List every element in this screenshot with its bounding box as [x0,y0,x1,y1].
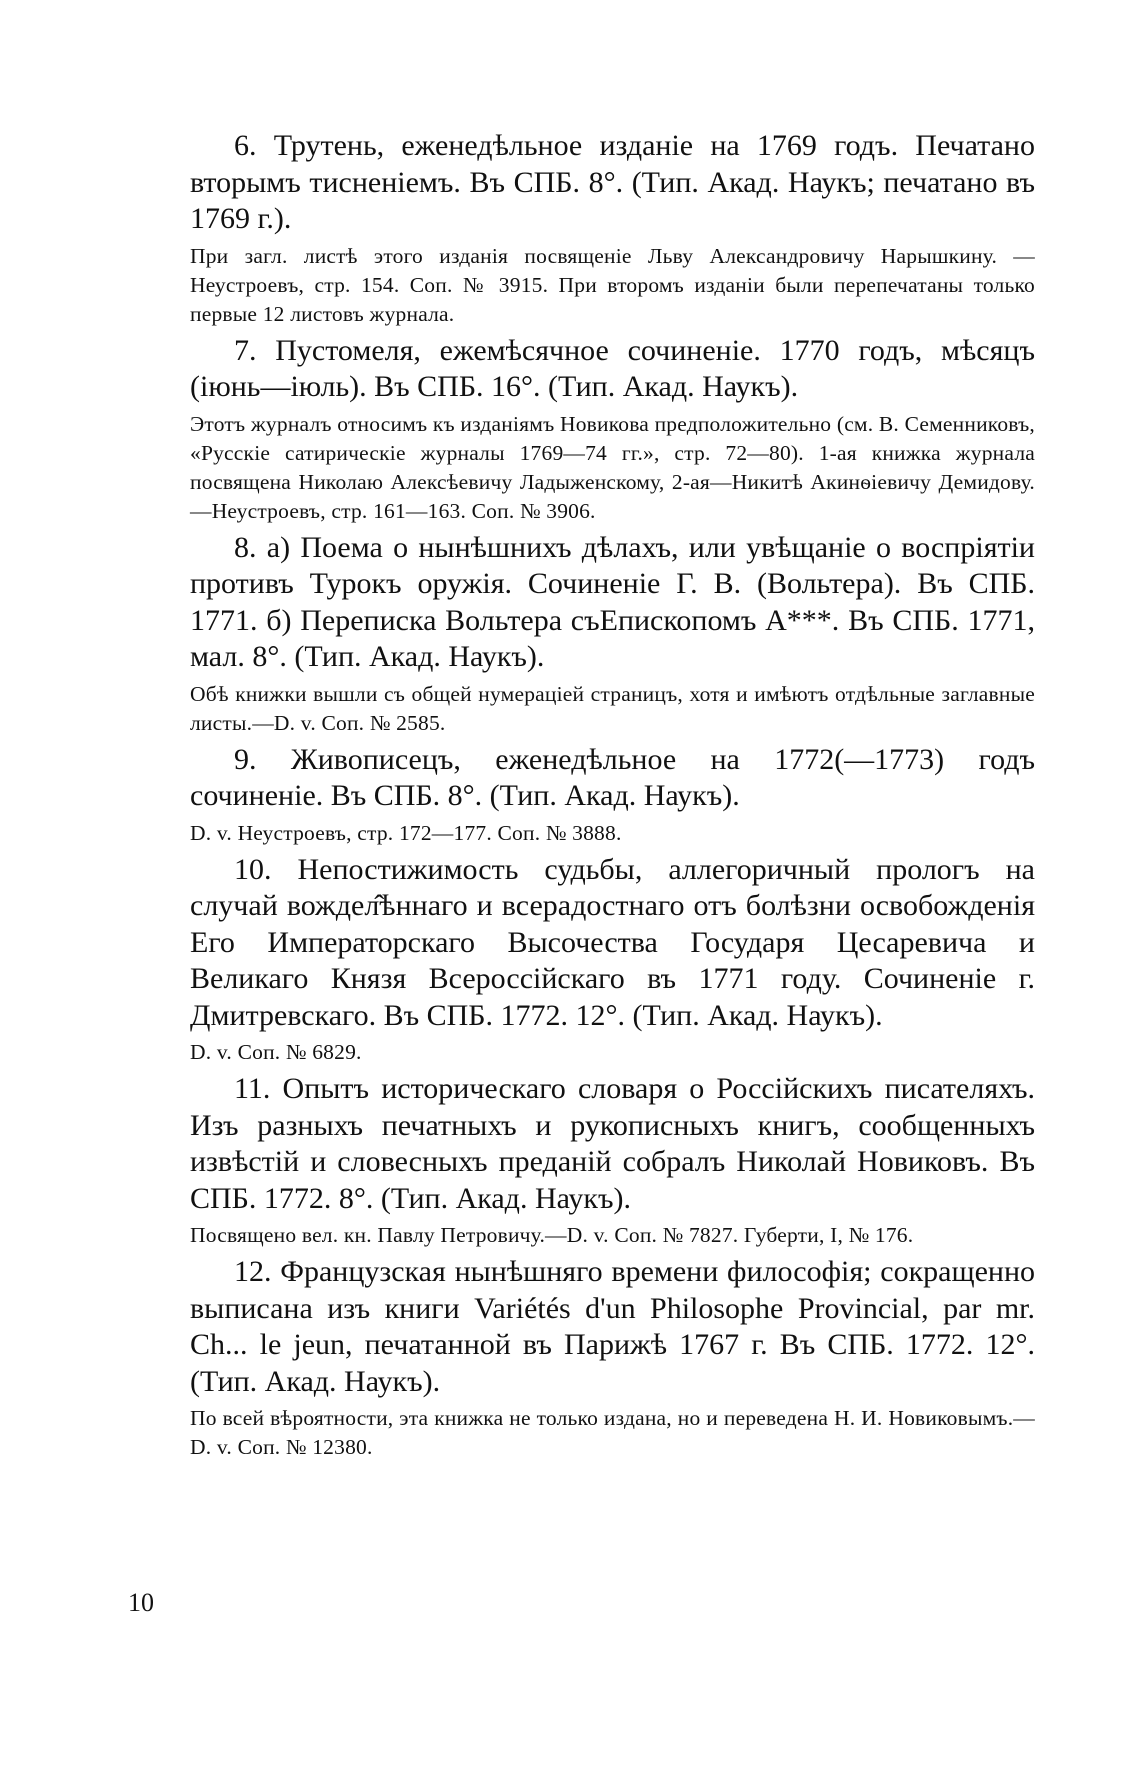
note-7: Этотъ журналъ относимъ къ изданіямъ Новикова предположительно (см. В. Семенниковъ, «Русскіе сатирическіе журналы 1769—74 гг.», стр. 72—80). 1-ая книжка журнала посвящена Николаю Алексѣевичу Ладыженскому, 2-ая—Никитѣ Акинѳіевичу Демидову.—Неустроевъ, стр. 161—163. Соп. № 3906. [190,411,1036,523]
entry-8: 8. а) Поема о нынѣшнихъ дѣлахъ, или увѣщаніе о воспріятіи противъ Турокъ оружія. Сочиненіе Г. В. (Вольтера). Въ СПБ. 1771. б) Переписка Вольтера съЕпископомъ А***. Въ СПБ. 1771, мал. 8°. (Тип. Акад. Наукъ). [190,530,1035,673]
entry-11: 11. Опытъ историческаго словаря о Россійскихъ писателяхъ. Изъ разныхъ печатныхъ и рукописныхъ книгъ, сообщенныхъ извѣстій и словесныхъ преданій собралъ Николай Новиковъ. Въ СПБ. 1772. 8°. (Тип. Акад. Наукъ). [190,1072,1035,1215]
note-8: Обѣ книжки вышли съ общей нумераціей страницъ, хотя и имѣютъ отдѣльные заглавные листы.—D. v. Соп. № 2585. [190,681,1035,735]
entry-6: 6. Трутень, еженедѣльное изданіе на 1769 годъ. Печатано вторымъ тисненіемъ. Въ СПБ. 8°. (Тип. Акад. Наукъ; печатано въ 1769 г.). [190,129,1035,235]
page-body [190,128,1035,1466]
note-11: Посвящено вел. кн. Павлу Петровичу.—D. v. Соп. № 7827. Губерти, I, № 176. [190,1223,914,1247]
entry-12: 12. Французская нынѣшняго времени философія; сокращенно выписана изъ книги Variétés d'un Philosophe Provincial, par mr. Ch... le jeun, печатанной въ Парижѣ 1767 г. Въ СПБ. 1772. 12°. (Тип. Акад. Наукъ). [190,1255,1035,1398]
note-10: D. v. Соп. № 6829. [190,1040,362,1064]
page-number: 10 [128,1588,154,1617]
entry-10: 10. Непостижимость судьбы, аллегоричный прологъ на случай вождел̂ѣннаго и всерадостнаго отъ болѣзни освобожденія Его Императорскаго Высочества Государя Цесаревича и Великаго Князя Всероссійскаго въ 1771 году. Сочиненіе г. Дмитревскаго. Въ СПБ. 1772. 12°. (Тип. Акад. Наукъ). [190,852,1035,1032]
note-12: По всей вѣроятности, эта книжка не только издана, но и переведена Н. И. Новиковымъ.—D. v. Соп. № 12380. [190,1406,1035,1459]
note-9: D. v. Неустроевъ, стр. 172—177. Соп. № 3888. [190,820,622,845]
entry-9: 9. Живописецъ, еженедѣльное на 1772(—1773) годъ сочиненіе. Въ СПБ. 8°. (Тип. Акад. Наукъ). [190,742,1035,812]
note-6: При загл. листѣ этого изданія посвященіе Льву Александровичу Нарышкину. — Неустроевъ, стр. 154. Соп. № 3915. При второмъ изданіи были перепечатаны только первые 12 листовъ журнала. [190,243,1035,326]
entry-7: 7. Пустомеля, ежемѣсячное сочиненіе. 1770 годъ, мѣсяцъ (іюнь—іюль). Въ СПБ. 16°. (Тип. Акад. Наукъ). [190,333,1035,403]
